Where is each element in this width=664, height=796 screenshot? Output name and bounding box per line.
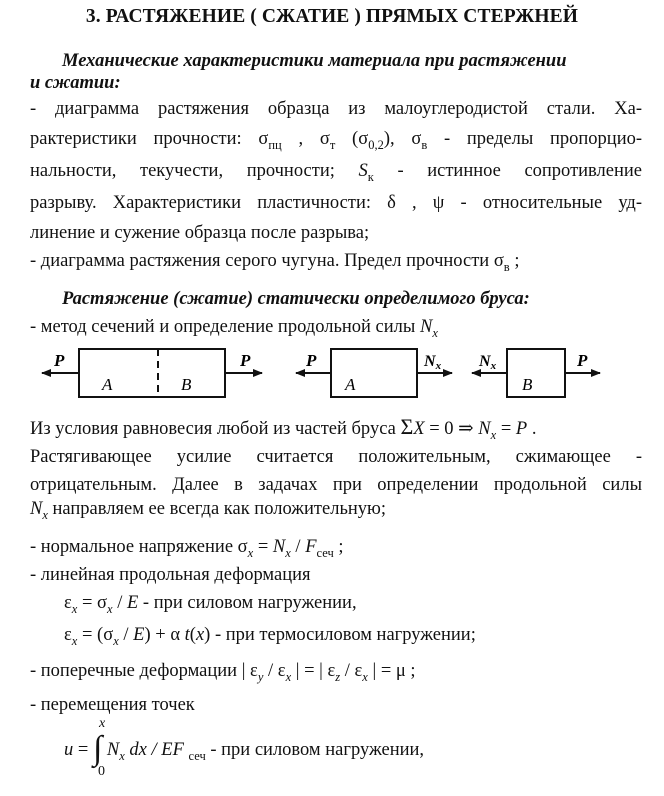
part-a (331, 349, 417, 397)
label-b2: B (522, 375, 533, 394)
label-p-left: P (54, 351, 65, 370)
label-a2: A (345, 375, 356, 394)
displacement-formula: u = ∫ $N_x$ dx / EF $_{сеч}$ - при силовом нагружении, (64, 730, 425, 767)
integral-lower-limit: 0 (98, 764, 105, 779)
integral-upper-limit: x (99, 716, 106, 731)
part-b (507, 349, 565, 397)
text-line: линение и сужение образца после разрыва; (30, 223, 370, 243)
bar-diagram (0, 330, 664, 410)
transverse-line: - поперечные деформации | $\varepsilon_y / \varepsilon_x$ | = | $\varepsilon_z / \varepsilon_x$ | = μ ; (30, 661, 416, 684)
label-p-a: P (306, 351, 317, 370)
strain-thermo-line: $\varepsilon_x = (\sigma_x / E) + \alpha$ t(x) - при термосиловом нагружении; (64, 625, 476, 648)
text-line: рактеристики прочности: $\sigma_{пц}$ , $\sigma_т$ $(\sigma_{0,2})$, $\sigma_в$ - пределы пропорцио- (30, 129, 643, 152)
label-a: A (102, 375, 113, 394)
text-line: - диаграмма растяжения серого чугуна. Предел прочности $\sigma_в$ ; (30, 251, 520, 274)
text-line: - перемещения точек (30, 695, 195, 715)
bar-ab (79, 349, 225, 397)
section-heading-mechanical-cont: и сжатии: (30, 73, 121, 93)
label-p-b: P (577, 351, 588, 370)
page-title: 3. РАСТЯЖЕНИЕ ( СЖАТИЕ ) ПРЯМЫХ СТЕРЖНЕЙ (85, 6, 579, 27)
strain-force-line: $\varepsilon_x = \sigma_x / E$ - при силовом нагружении, (64, 593, 357, 616)
normal-stress-line: - нормальное напряжение $\sigma_x = N_x / F_{сеч}$ ; (30, 537, 344, 560)
text-line: разрыву. Характеристики пластичности: δ , ψ - относительные уд- (30, 193, 642, 213)
text-line: - диаграмма растяжения образца из малоуглеродистой стали. Ха- (30, 99, 642, 119)
label-b: B (181, 375, 192, 394)
text-line: Растягивающее усилие считается положительным, сжимающее - (30, 447, 642, 467)
equilibrium-line: Из условия равновесия любой из частей бруса ΣX = 0 ⇒ $N_x = P$ . (30, 414, 537, 442)
label-nx-b: Nx (479, 353, 497, 372)
section-heading-statically-determinate: Растяжение (сжатие) статически определимого бруса: (62, 289, 530, 309)
section-heading-mechanical: Механические характеристики материала при растяжении (62, 51, 567, 71)
text-line: отрицательным. Далее в задачах при определении продольной силы (30, 475, 642, 495)
text-line: нальности, текучести, прочности; $S_к$ - истинное сопротивление (30, 161, 642, 184)
text-line: $N_x$ направляем ее всегда как положительную; (30, 499, 386, 522)
text-line: - линейная продольная деформация (30, 565, 311, 585)
text-line: - метод сечений и определение продольной силы $N_x$ (30, 317, 438, 340)
label-p-right: P (240, 351, 251, 370)
label-nx-a: Nx (424, 353, 442, 372)
